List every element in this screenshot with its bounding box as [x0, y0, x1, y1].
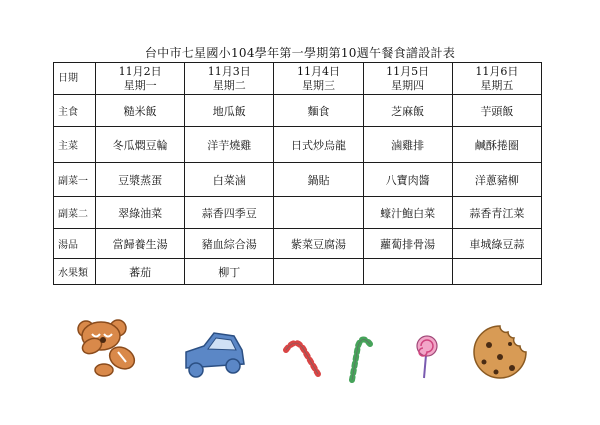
menu-cell: 麵食	[274, 95, 363, 127]
car-cookie-icon	[186, 333, 244, 377]
day-header: 11月6日 星期五	[452, 63, 541, 95]
menu-cell: 蕃茄	[96, 259, 185, 285]
menu-cell: 芝麻飯	[363, 95, 452, 127]
row-label: 副菜二	[54, 197, 96, 229]
menu-cell: 鹹酥捲圈	[452, 127, 541, 163]
chocolate-chip-cookie-icon	[474, 326, 526, 378]
row-label-date: 日期	[54, 63, 96, 95]
menu-cell: 糙米飯	[96, 95, 185, 127]
menu-cell: 日式炒烏龍	[274, 127, 363, 163]
row-label: 湯品	[54, 229, 96, 259]
day-header: 11月5日 星期四	[363, 63, 452, 95]
day-header: 11月2日 星期一	[96, 63, 185, 95]
page-title: 台中市七星國小104學年第一學期第10週午餐食譜設計表	[144, 46, 456, 60]
menu-cell: 洋蔥豬柳	[452, 163, 541, 197]
candy-cane-icon	[286, 343, 318, 374]
menu-cell: 鍋貼	[274, 163, 363, 197]
menu-cell: 滷雞排	[363, 127, 452, 163]
day-header: 11月3日 星期二	[185, 63, 274, 95]
menu-cell: 蘿蔔排骨湯	[363, 229, 452, 259]
menu-cell: 豬血綜合湯	[185, 229, 274, 259]
menu-cell: 冬瓜燜豆輪	[96, 127, 185, 163]
menu-cell: 豆漿蒸蛋	[96, 163, 185, 197]
day-header: 11月4日 星期三	[274, 63, 363, 95]
menu-cell: 當歸養生湯	[96, 229, 185, 259]
menu-cell: 翠綠油菜	[96, 197, 185, 229]
candy-cane-icon	[352, 339, 370, 380]
menu-cell: 地瓜飯	[185, 95, 274, 127]
menu-cell: 紫菜豆腐湯	[274, 229, 363, 259]
bear-cookie-icon	[78, 320, 138, 376]
row-label: 水果類	[54, 259, 96, 285]
menu-cell: 洋芋燒雞	[185, 127, 274, 163]
menu-cell: 蒜香青江菜	[452, 197, 541, 229]
lollipop-icon	[417, 336, 437, 378]
row-label: 主菜	[54, 127, 96, 163]
menu-cell: 八寶肉醬	[363, 163, 452, 197]
menu-cell: 白菜滷	[185, 163, 274, 197]
row-label: 副菜一	[54, 163, 96, 197]
row-label: 主食	[54, 95, 96, 127]
menu-cell: 柳丁	[185, 259, 274, 285]
menu-cell: 蠔汁鮑白菜	[363, 197, 452, 229]
menu-cell: 芋頭飯	[452, 95, 541, 127]
menu-cell: 蒜香四季豆	[185, 197, 274, 229]
menu-cell: 車城綠豆蒜	[452, 229, 541, 259]
